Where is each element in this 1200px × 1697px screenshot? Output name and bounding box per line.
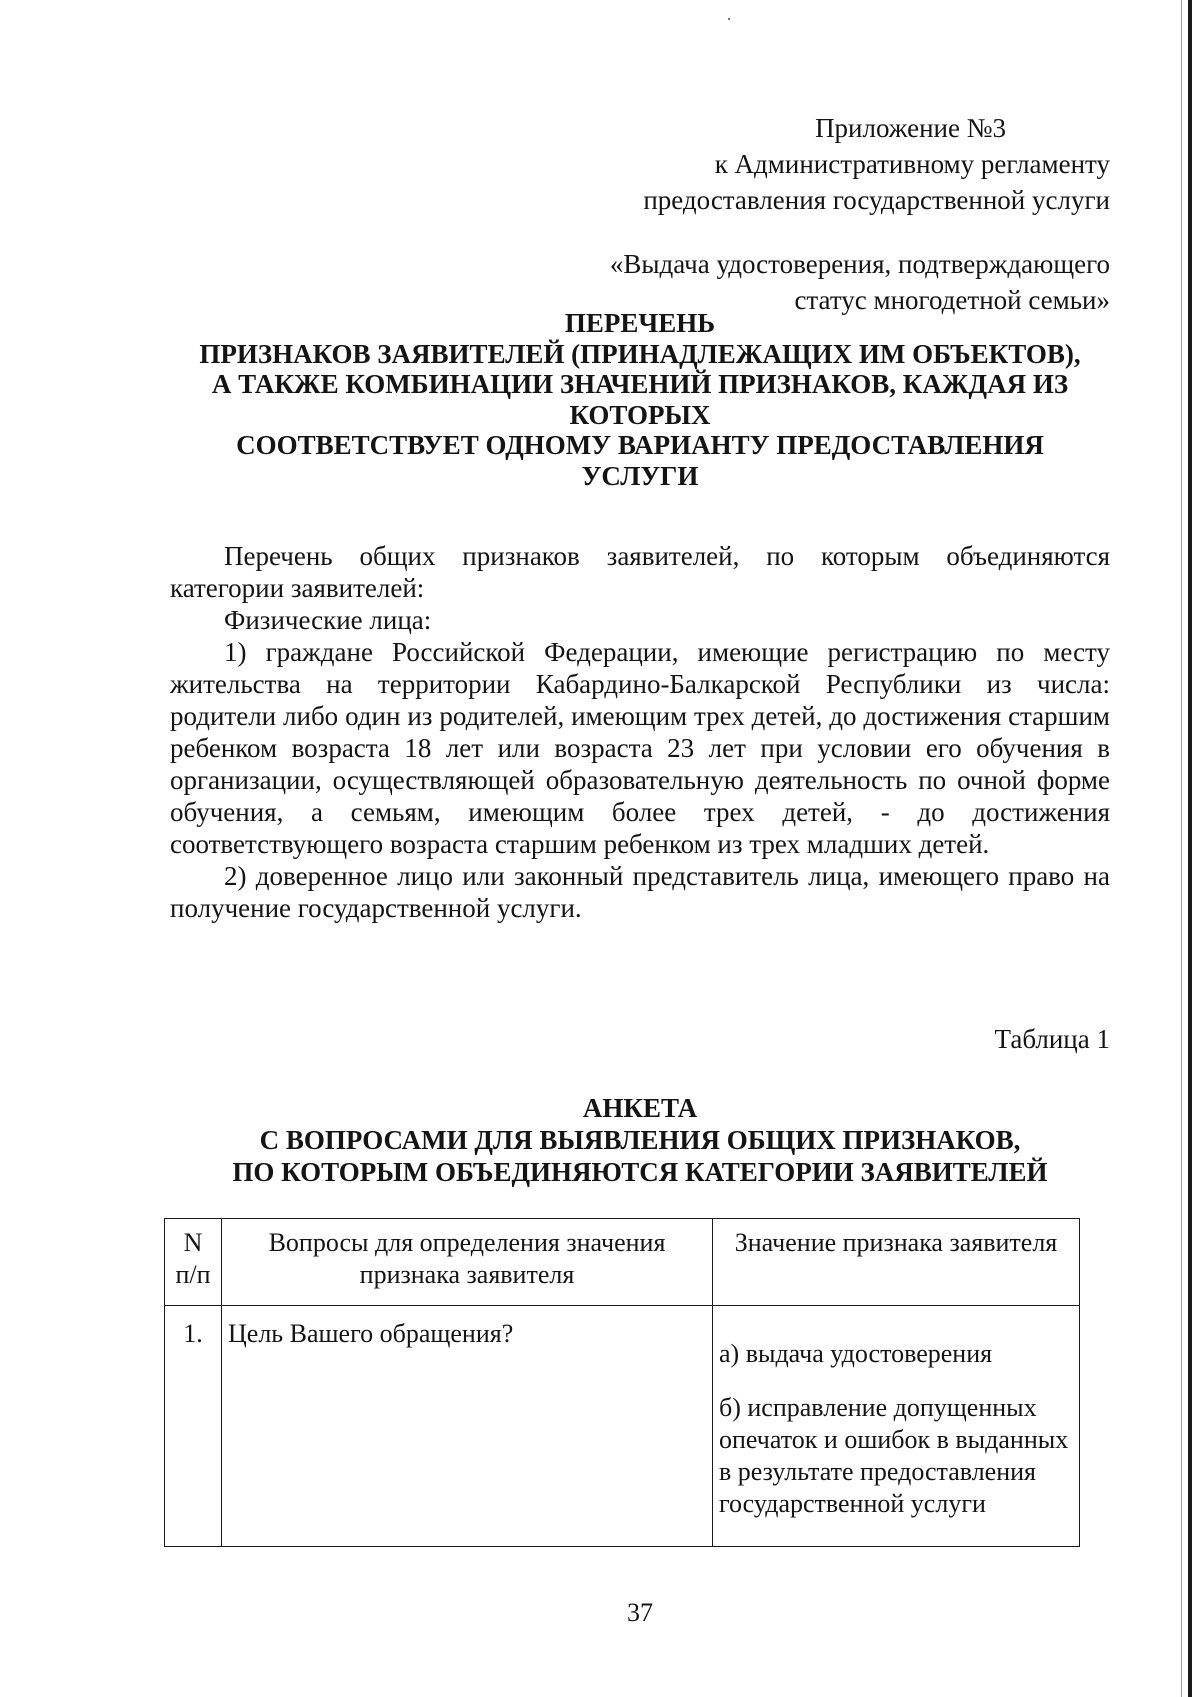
- title-line-1: ПЕРЕЧЕНЬ: [564, 308, 716, 338]
- header-value: Значение признака заявителя: [713, 1219, 1080, 1306]
- appendix-regulation: [643, 146, 1110, 218]
- title-line-5: СООТВЕТСТВУЕТ ОДНОМУ ВАРИАНТУ ПРЕДОСТАВЛЕНИЯ: [236, 430, 1044, 460]
- header-number: [165, 1219, 222, 1306]
- list-item-1: 1) граждане Российской Федерации, имеющие регистрацию по месту жительства на территории Кабардино-Балкарской Республики из числа: родители либо один из родителей, имеющим трех детей, до достижения старшим ребенком возраста 18 лет или возраста 23 лет при условии его обучения в организации, осуществляющей образовательную деятельность по очной форме обучения, а семьям, имеющим более трех детей, - до достижения соответствующего возраста старшим ребенком из трех младших детей.: [170, 637, 1110, 859]
- title-line-2: ПРИЗНАКОВ ЗАЯВИТЕЛЕЙ (ПРИНАДЛЕЖАЩИХ ИМ ОБЪЕКТОВ),: [199, 338, 1081, 369]
- table-row: [165, 1306, 1080, 1547]
- appendix-line-1: к Административному регламенту: [714, 149, 1110, 179]
- service-line-1: «Выдача удостоверения, подтверждающего: [609, 249, 1110, 279]
- service-line-2: статус многодетной семьи»: [794, 285, 1110, 315]
- value-option-a: а) выдача удостоверения: [719, 1339, 993, 1368]
- appendix-number: Приложение №3: [815, 113, 1006, 143]
- scan-speck: [728, 18, 730, 20]
- anketa-line-1: АНКЕТА: [582, 1093, 698, 1123]
- anketa-line-3: ПО КОТОРЫМ ОБЪЕДИНЯЮТСЯ КАТЕГОРИИ ЗАЯВИТЕЛЕЙ: [232, 1157, 1048, 1187]
- row-number: 1.: [165, 1306, 222, 1547]
- header-question: Вопросы для определения значения признака заявителя: [222, 1219, 713, 1306]
- questionnaire-title: [170, 1092, 1110, 1188]
- title-line-4: КОТОРЫХ: [569, 399, 711, 430]
- individuals-heading: Физические лица:: [224, 605, 432, 635]
- anketa-line-2: С ВОПРОСАМИ ДЛЯ ВЫЯВЛЕНИЯ ОБЩИХ ПРИЗНАКОВ,: [259, 1125, 1021, 1155]
- scan-edge-dark: [1188, 0, 1192, 1697]
- table-label: Таблица 1: [994, 1024, 1110, 1054]
- header-number-line-1: N: [183, 1228, 203, 1257]
- title-line-6: УСЛУГИ: [581, 460, 699, 491]
- table-header-row: [165, 1219, 1080, 1306]
- questionnaire-table: [164, 1218, 1080, 1547]
- body-text: [170, 540, 1110, 924]
- row-question: Цель Вашего обращения?: [222, 1306, 713, 1547]
- header-number-line-2: п/п: [175, 1260, 211, 1289]
- intro-paragraph: Перечень общих признаков заявителей, по которым объединяются категории заявителей:: [170, 541, 1110, 603]
- value-option-b: б) исправление допущенных опечаток и ошибок в выданных в результате предоставления государственной услуги: [719, 1393, 1069, 1518]
- document-title: [170, 308, 1110, 491]
- scan-edge-light: [1181, 0, 1182, 1697]
- page-number: 37: [627, 1598, 653, 1627]
- row-values: [713, 1306, 1080, 1547]
- list-item-2: 2) доверенное лицо или законный представитель лица, имеющего право на получение государственной услуги.: [170, 861, 1110, 923]
- title-line-3: А ТАКЖЕ КОМБИНАЦИИ ЗНАЧЕНИЙ ПРИЗНАКОВ, КАЖДАЯ ИЗ: [211, 369, 1069, 399]
- appendix-line-2: предоставления государственной услуги: [643, 185, 1110, 215]
